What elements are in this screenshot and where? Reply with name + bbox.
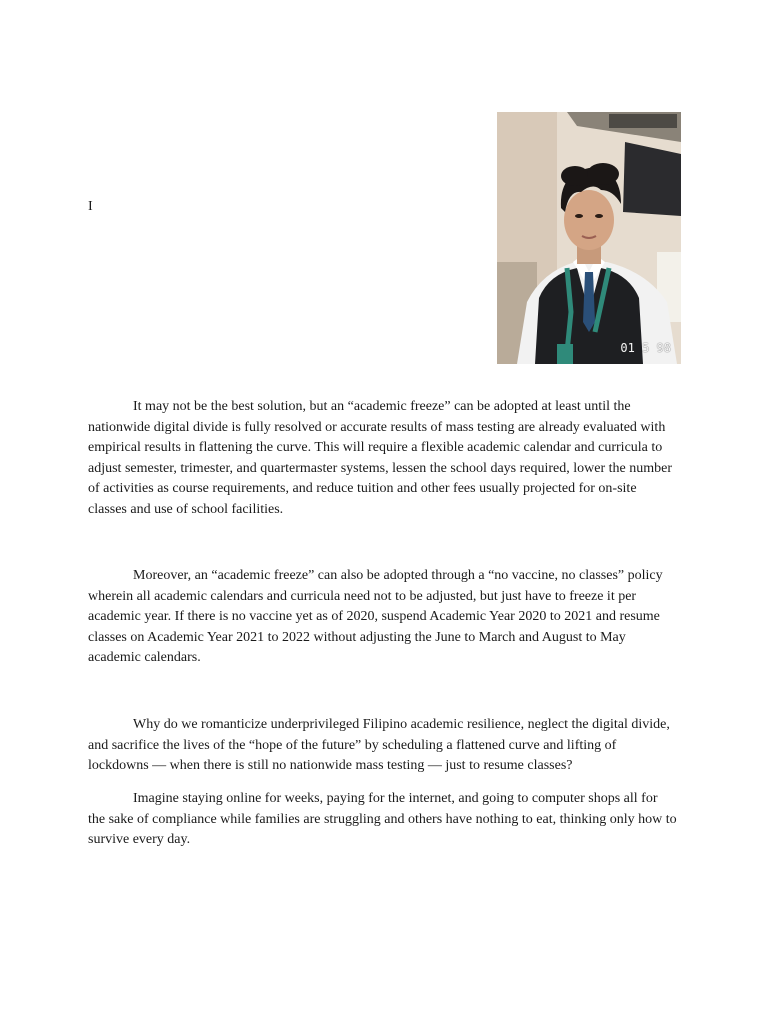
paragraph-2 bbox=[88, 566, 678, 669]
paragraph-3 bbox=[88, 715, 678, 777]
paragraph-1 bbox=[88, 397, 678, 520]
paragraph-4 bbox=[88, 789, 678, 851]
paragraph-4-text: Imagine staying online for weeks, paying for the internet, and going to computer shops all for the sake of compliance while families are struggling and others have nothing to eat, thinking only how to survive every day. bbox=[88, 791, 677, 847]
stray-letter: I bbox=[88, 199, 93, 214]
paragraph-3-text: Why do we romanticize underprivileged Filipino academic resilience, neglect the digital divide, and sacrifice the lives of the “hope of the future” by scheduling a flattened curve and lifting of lockdowns — when there is still no nationwide mass testing — just to resume classes? bbox=[88, 717, 670, 773]
portrait-illustration bbox=[497, 112, 681, 364]
portrait-photo bbox=[497, 112, 681, 364]
photo-timestamp: 01 5 98 bbox=[620, 341, 671, 355]
paragraph-2-text: Moreover, an “academic freeze” can also be adopted through a “no vaccine, no classes” policy wherein all academic calendars and curricula need not to be adjusted, but just have to freeze it per academic year. If there is no vaccine yet as of 2020, suspend Academic Year 2020 to 2021 and resume classes on Academic Year 2021 to 2022 without adjusting the June to March and August to May academic calendars. bbox=[88, 568, 663, 665]
paragraph-1-text: It may not be the best solution, but an “academic freeze” can be adopted at least until the nationwide digital divide is fully resolved or accurate results of mass testing are already evaluated with empirical results in flattening the curve. This will require a flexible academic calendar and curricula to adjust semester, trimester, and quartermaster systems, lessen the school days required, lower the number of activities as course requirements, and reduce tuition and other fees usually projected for on-site classes and use of school facilities. bbox=[88, 399, 672, 517]
